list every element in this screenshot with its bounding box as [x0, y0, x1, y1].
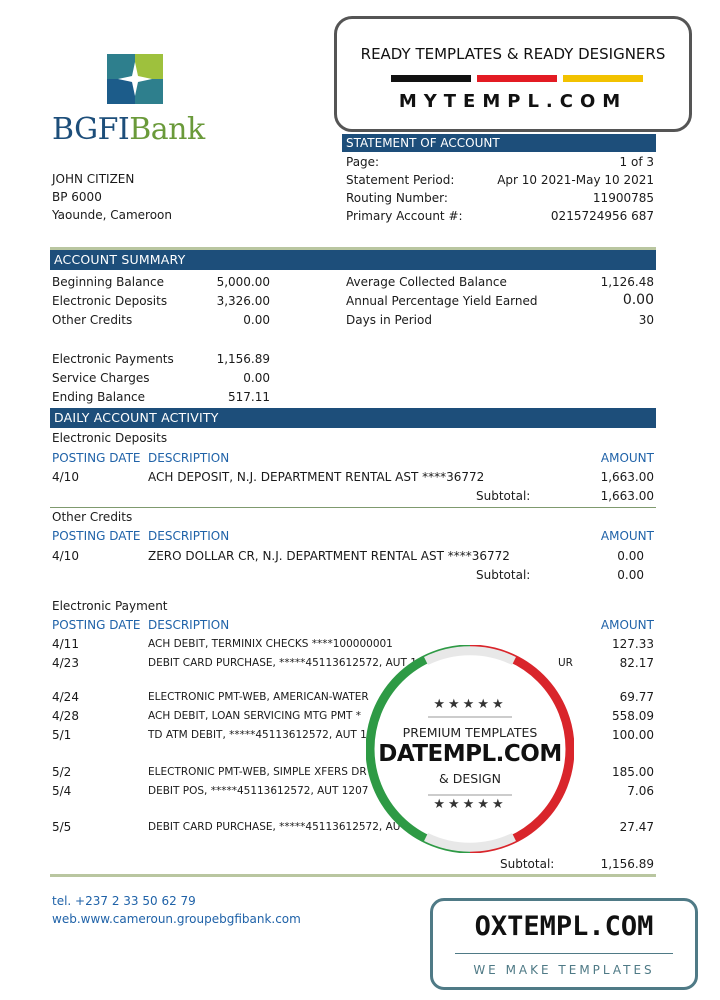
deposit-amount-0: 1,663.00	[600, 470, 654, 484]
payments-section-title: Electronic Payment	[52, 599, 168, 613]
customer-box: BP 6000	[52, 190, 102, 204]
page-label: Page:	[346, 155, 380, 169]
payment-amount-7: 27.47	[619, 820, 654, 834]
circle-line1: PREMIUM TEMPLATES	[402, 725, 538, 740]
credit-amount-0: 0.00	[617, 549, 644, 563]
circle-line3: & DESIGN	[439, 771, 501, 786]
customer-city: Yaounde, Cameroon	[52, 208, 172, 222]
deposits-col-date: POSTING DATE	[52, 451, 141, 465]
summary-left-label-1: Electronic Deposits	[52, 294, 168, 308]
summary-right-label-2: Days in Period	[346, 313, 432, 327]
account-value: 0215724956 687	[550, 209, 654, 223]
summary-left-label-3: Electronic Payments	[52, 352, 174, 366]
deposit-desc-0: ACH DEPOSIT, N.J. DEPARTMENT RENTAL AST ****36772	[148, 470, 485, 484]
period-label: Statement Period:	[346, 173, 455, 187]
payment-date-4: 5/1	[52, 728, 72, 742]
credits-col-date: POSTING DATE	[52, 529, 141, 543]
payment-desc-tail-1: UR	[558, 657, 573, 669]
summary-left-value-1: 3,326.00	[216, 294, 270, 308]
payments-col-date: POSTING DATE	[52, 618, 141, 632]
payment-amount-0: 127.33	[612, 637, 654, 651]
period-value: Apr 10 2021-May 10 2021	[497, 173, 654, 187]
deposits-subtotal-value: 1,663.00	[600, 489, 654, 503]
payment-date-5: 5/2	[52, 765, 72, 779]
payment-amount-1: 82.17	[619, 656, 654, 670]
footer-tel: tel. +237 2 33 50 62 79	[52, 894, 196, 908]
payment-desc-3: ACH DEBIT, LOAN SERVICING MTG PMT *	[148, 710, 361, 722]
credit-desc-0: ZERO DOLLAR CR, N.J. DEPARTMENT RENTAL AST ****36772	[148, 549, 510, 563]
payment-date-1: 4/23	[52, 656, 79, 670]
summary-left-label-2: Other Credits	[52, 313, 133, 327]
circle-watermark	[366, 645, 574, 853]
summary-right-value-1: 0.00	[622, 292, 654, 308]
top-watermark	[334, 16, 692, 132]
bank-logo-mark	[107, 54, 163, 104]
payment-desc-1: DEBIT CARD PURCHASE, *****45113612572, AUT 1	[148, 657, 417, 669]
summary-right-value-2: 30	[638, 313, 654, 327]
payment-amount-2: 69.77	[619, 690, 654, 704]
footer-web: web.www.cameroun.groupebgfibank.com	[52, 912, 301, 926]
circle-line2: DATEMPL.COM	[378, 741, 562, 767]
summary-left-value-5: 517.11	[228, 390, 270, 404]
bank-logo-text	[52, 112, 205, 147]
credits-subtotal-label: Subtotal:	[476, 568, 531, 582]
page-value: 1 of 3	[619, 155, 654, 169]
summary-left-value-4: 0.00	[243, 371, 270, 385]
customer-name: JOHN CITIZEN	[52, 172, 135, 186]
payment-desc-6: DEBIT POS, *****45113612572, AUT 1207	[148, 785, 369, 797]
top-watermark-line2: MYTEMPL.COM	[398, 91, 628, 112]
summary-left-value-0: 5,000.00	[216, 275, 270, 289]
deposits-section-title: Electronic Deposits	[52, 431, 168, 445]
credits-col-desc: DESCRIPTION	[148, 529, 230, 543]
account-label: Primary Account #:	[346, 209, 463, 223]
payment-date-6: 5/4	[52, 784, 72, 798]
payments-subtotal-value: 1,156.89	[600, 857, 654, 871]
circle-stars-top: ★★★★★	[433, 697, 507, 712]
circle-stars-bottom: ★★★★★	[433, 797, 507, 812]
bottom-watermark-line1: OXTEMPL.COM	[474, 911, 654, 942]
summary-left-label-5: Ending Balance	[52, 390, 146, 404]
payment-amount-3: 558.09	[612, 709, 654, 723]
payment-amount-6: 7.06	[627, 784, 654, 798]
deposits-subtotal-label: Subtotal:	[476, 489, 531, 503]
payments-subtotal-label: Subtotal:	[500, 857, 555, 871]
deposits-col-amount: AMOUNT	[600, 451, 654, 465]
routing-label: Routing Number:	[346, 191, 448, 205]
payments-col-desc: DESCRIPTION	[148, 618, 230, 632]
payment-date-2: 4/24	[52, 690, 79, 704]
payment-amount-5: 185.00	[612, 765, 654, 779]
payment-desc-7: DEBIT CARD PURCHASE, *****45113612572, AU	[148, 821, 401, 833]
payment-desc-4: TD ATM DEBIT, *****45113612572, AUT 1	[148, 729, 367, 741]
payment-desc-2: ELECTRONIC PMT-WEB, AMERICAN-WATER	[148, 691, 369, 703]
routing-value: 11900785	[592, 191, 654, 205]
bank-name-a: BGFI	[52, 112, 130, 147]
payment-amount-4: 100.00	[612, 728, 654, 742]
summary-right-label-1: Annual Percentage Yield Earned	[346, 294, 538, 308]
summary-right-label-0: Average Collected Balance	[346, 275, 507, 289]
payment-desc-5: ELECTRONIC PMT-WEB, SIMPLE XFERS DR	[148, 766, 367, 778]
bank-name-b: Bank	[129, 112, 205, 147]
credits-subtotal-value: 0.00	[617, 568, 644, 582]
summary-left-value-2: 0.00	[243, 313, 270, 327]
credit-date-0: 4/10	[52, 549, 79, 563]
credits-col-amount: AMOUNT	[600, 529, 654, 543]
account-summary-title: ACCOUNT SUMMARY	[50, 250, 656, 270]
deposits-col-desc: DESCRIPTION	[148, 451, 230, 465]
statement-title: STATEMENT OF ACCOUNT	[342, 134, 656, 152]
deposit-date-0: 4/10	[52, 470, 79, 484]
daily-activity-title: DAILY ACCOUNT ACTIVITY	[50, 408, 656, 428]
bottom-watermark	[430, 898, 698, 990]
payment-desc-0: ACH DEBIT, TERMINIX CHECKS ****100000001	[148, 638, 393, 650]
summary-left-label-0: Beginning Balance	[52, 275, 165, 289]
summary-left-value-3: 1,156.89	[216, 352, 270, 366]
payment-date-3: 4/28	[52, 709, 79, 723]
credits-section-title: Other Credits	[52, 510, 133, 524]
bottom-watermark-line2: WE MAKE TEMPLATES	[473, 963, 655, 977]
summary-right-value-0: 1,126.48	[600, 275, 654, 289]
payment-date-0: 4/11	[52, 637, 79, 651]
summary-left-label-4: Service Charges	[52, 371, 150, 385]
payments-col-amount: AMOUNT	[600, 618, 654, 632]
top-watermark-line1: READY TEMPLATES & READY DESIGNERS	[360, 45, 666, 63]
payment-date-7: 5/5	[52, 820, 72, 834]
